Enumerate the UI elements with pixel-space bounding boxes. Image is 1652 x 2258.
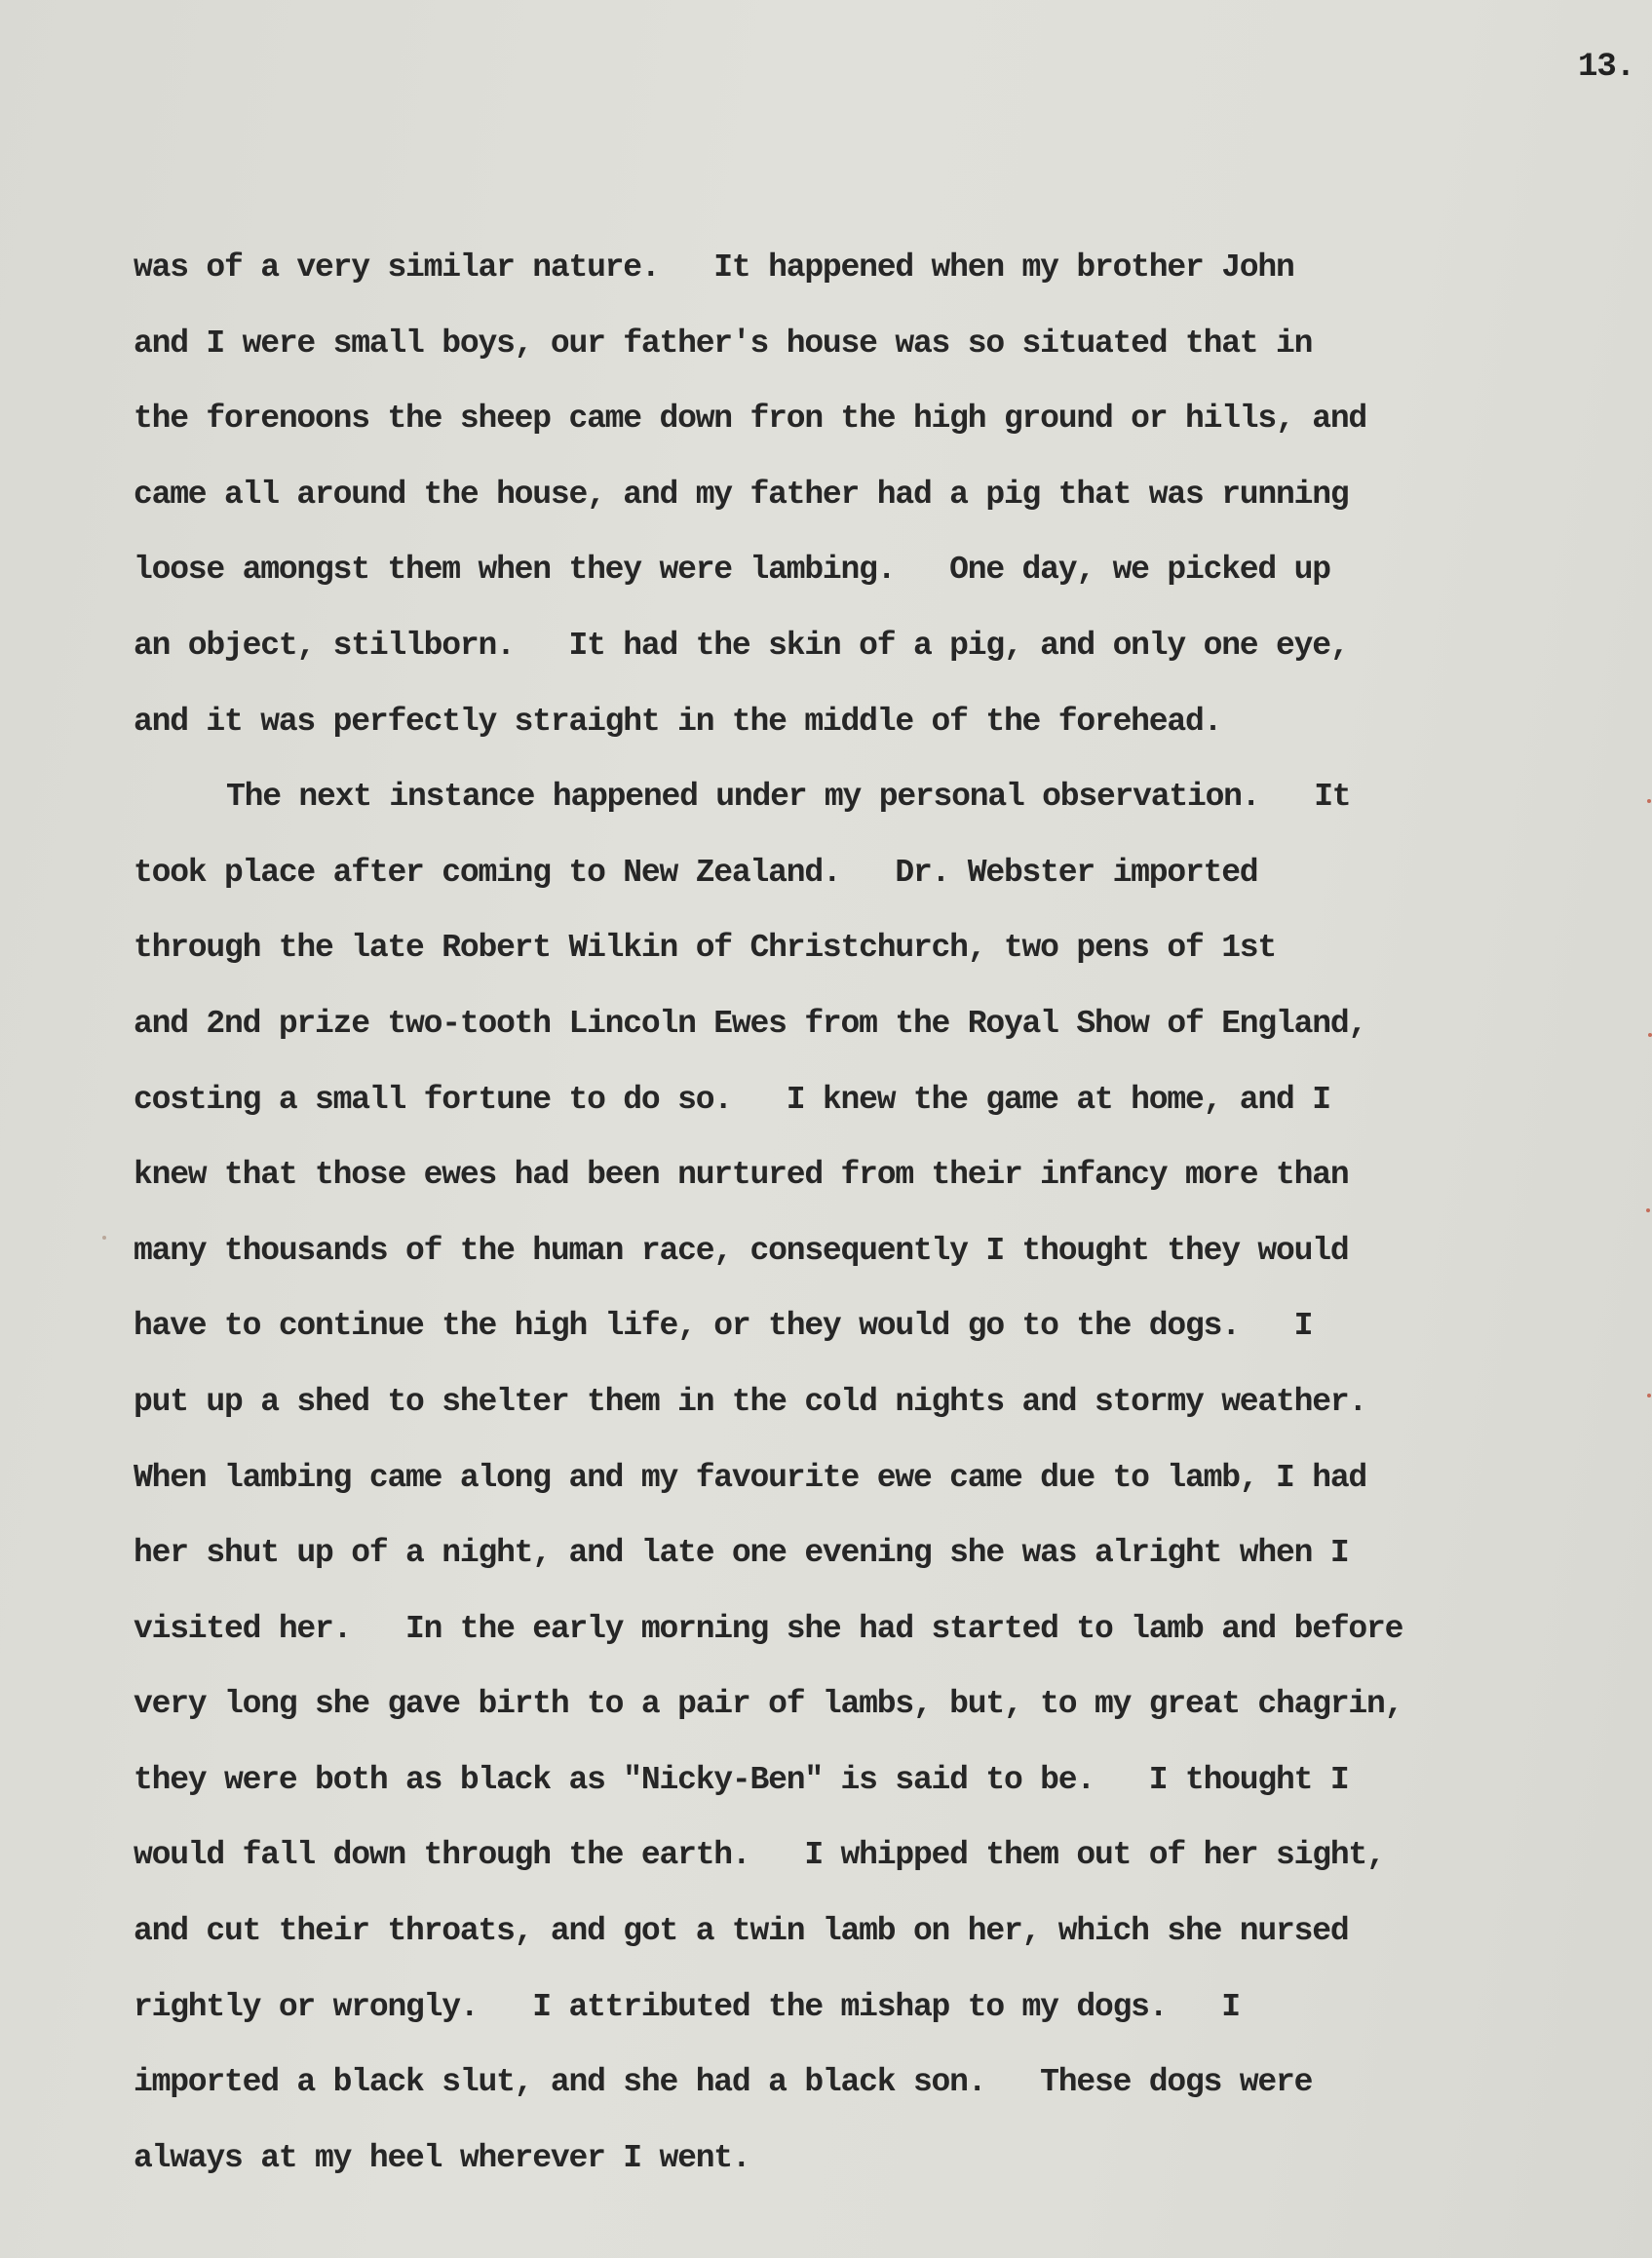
- body-text: [134, 244, 1498, 2209]
- text-line: put up a shed to shelter them in the cold nights and stormy weather.: [134, 1383, 1367, 1420]
- text-line: When lambing came along and my favourite ewe came due to lamb, I had: [134, 1459, 1367, 1496]
- text-line: an object, stillborn. It had the skin of a pig, and only one eye,: [134, 627, 1349, 664]
- page-number: 13.: [1578, 49, 1635, 86]
- text-line: have to continue the high life, or they would go to the dogs. I: [134, 1308, 1313, 1345]
- text-line: and 2nd prize two-tooth Lincoln Ewes from the Royal Show of England,: [134, 1005, 1367, 1042]
- text-line: imported a black slut, and she had a black son. These dogs were: [134, 2064, 1313, 2101]
- text-line: through the late Robert Wilkin of Christchurch, two pens of 1st: [134, 930, 1277, 967]
- text-line: took place after coming to New Zealand. Dr. Webster imported: [134, 854, 1258, 891]
- text-line: they were both as black as "Nicky-Ben" is said to be. I thought I: [134, 1761, 1349, 1798]
- text-line: knew that those ewes had been nurtured from their infancy more than: [134, 1157, 1349, 1194]
- text-line: loose amongst them when they were lambing. One day, we picked up: [134, 552, 1330, 589]
- paper-speck: [1646, 1208, 1650, 1212]
- paper-speck: [102, 1236, 106, 1240]
- text-line: and I were small boys, our father's house was so situated that in: [134, 325, 1313, 362]
- text-line: very long she gave birth to a pair of lambs, but, to my great chagrin,: [134, 1686, 1403, 1723]
- paper-speck: [1648, 1033, 1652, 1037]
- text-line: rightly or wrongly. I attributed the mishap to my dogs. I: [134, 1988, 1240, 2025]
- paper-speck: [1647, 799, 1651, 803]
- paper-speck: [1647, 1394, 1651, 1397]
- text-line: visited her. In the early morning she had started to lamb and before: [134, 1610, 1403, 1647]
- text-line: and it was perfectly straight in the middle of the forehead.: [134, 703, 1222, 740]
- text-line: always at my heel wherever I went.: [134, 2139, 750, 2176]
- text-line: came all around the house, and my father had a pig that was running: [134, 476, 1349, 513]
- text-line: her shut up of a night, and late one evening she was alright when I: [134, 1535, 1349, 1572]
- text-line: was of a very similar nature. It happened when my brother John: [134, 249, 1294, 286]
- text-line: many thousands of the human race, consequently I thought they would: [134, 1232, 1349, 1269]
- text-line: and cut their throats, and got a twin lamb on her, which she nursed: [134, 1913, 1349, 1950]
- text-line: would fall down through the earth. I whipped them out of her sight,: [134, 1837, 1385, 1874]
- text-line: the forenoons the sheep came down fron the high ground or hills, and: [134, 401, 1367, 438]
- text-line: costing a small fortune to do so. I knew the game at home, and I: [134, 1081, 1330, 1118]
- paragraph-start-line: The next instance happened under my personal observation. It: [226, 779, 1351, 816]
